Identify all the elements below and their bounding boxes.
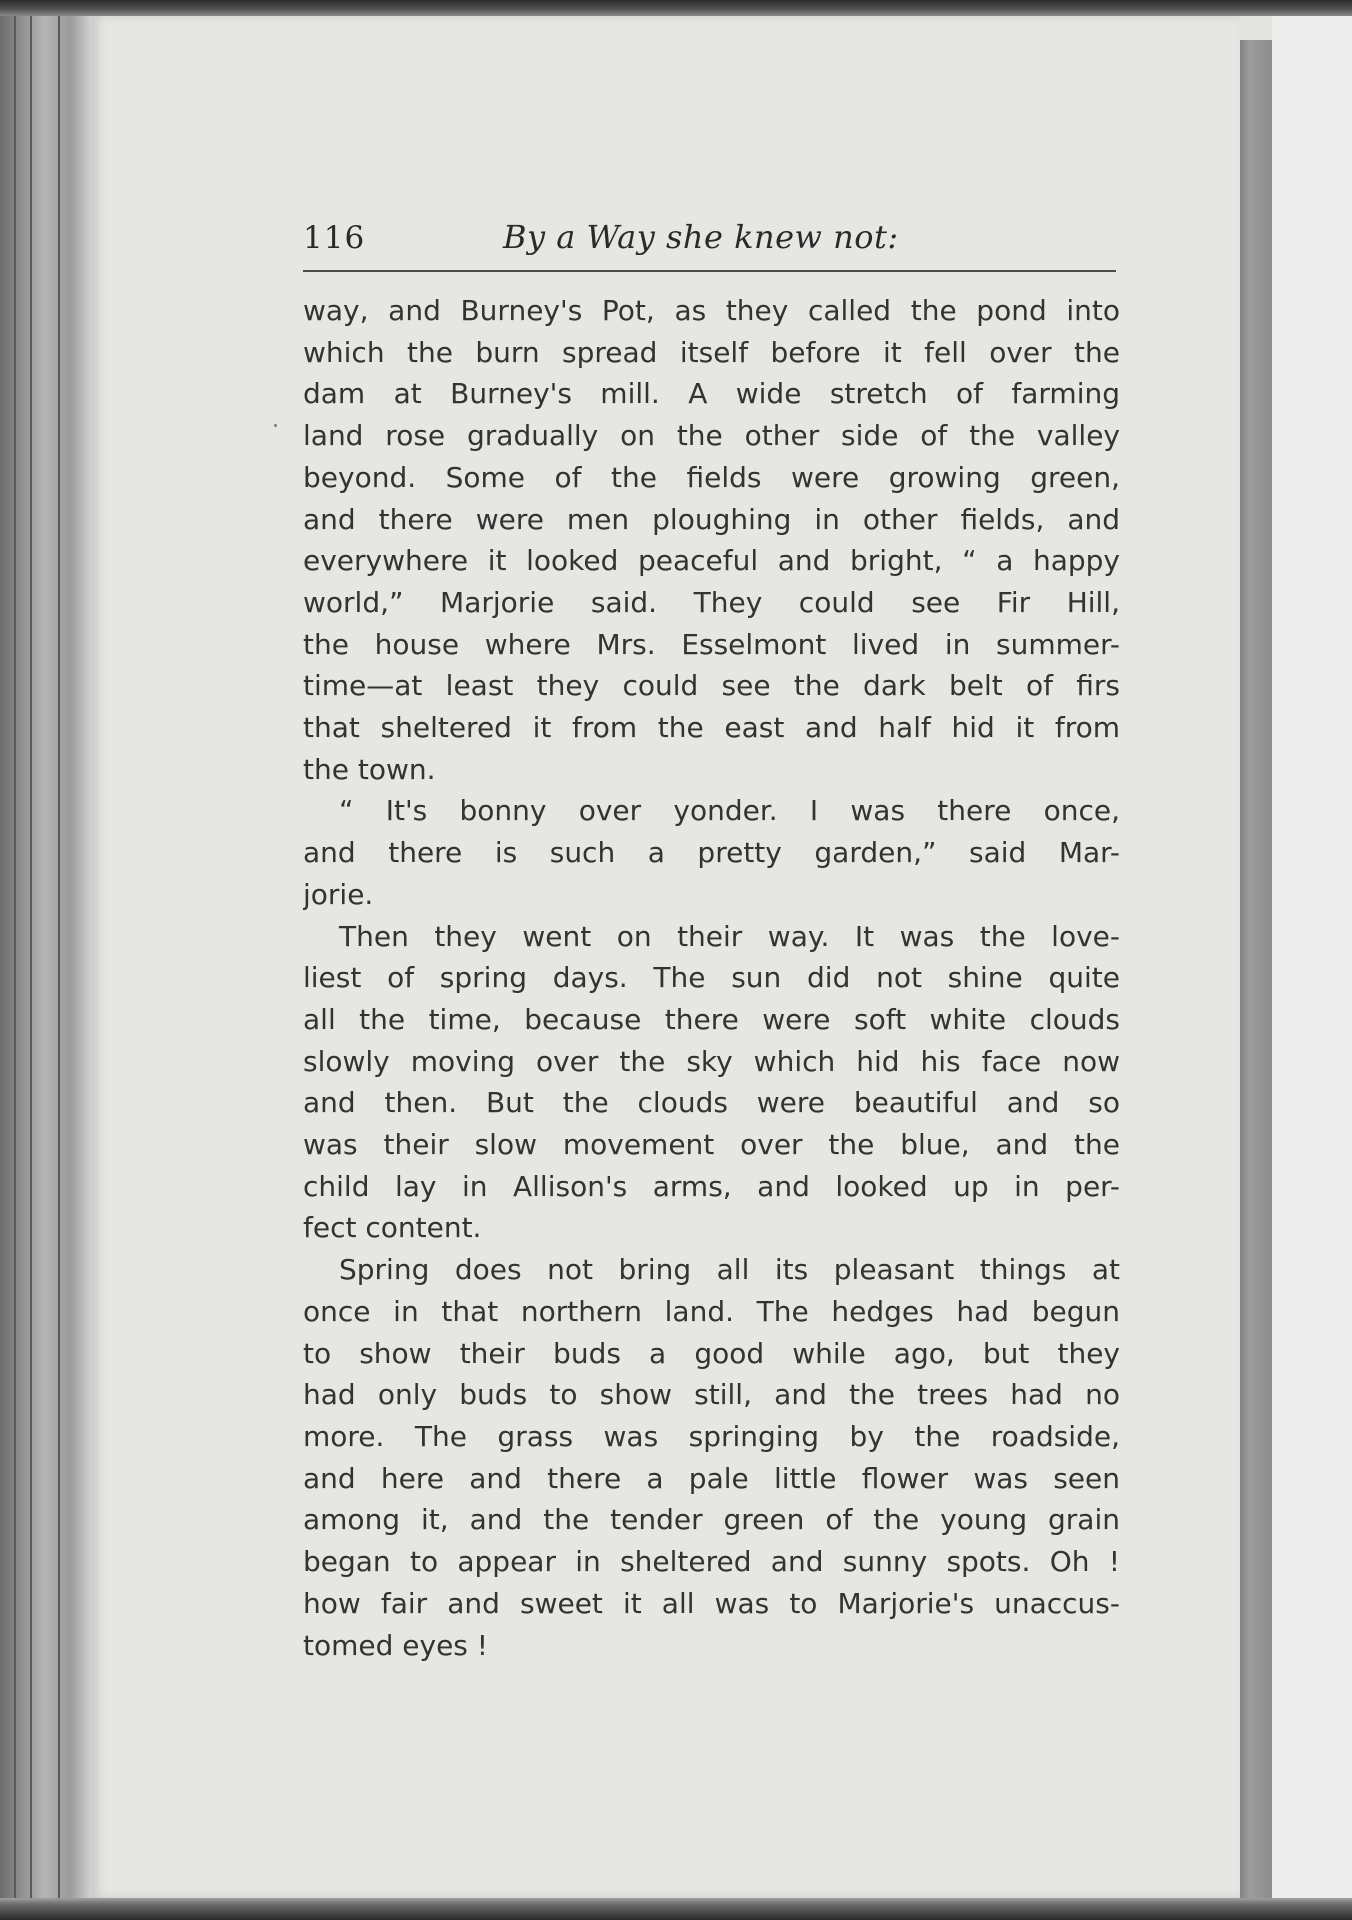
text-line: and here and there a pale little flower was seen bbox=[303, 1461, 1120, 1495]
text-line: and there is such a pretty garden,” said Mar- bbox=[303, 836, 1120, 870]
header-rule bbox=[303, 270, 1116, 272]
text-line: way, and Burney's Pot, as they called the pond into bbox=[303, 294, 1120, 327]
text-line: to show their buds a good while ago, but they bbox=[303, 1336, 1120, 1370]
text-line: Spring does not bring all its pleasant things at bbox=[339, 1253, 1120, 1287]
text-line: all the time, because there were soft white clouds bbox=[303, 1002, 1120, 1036]
text-line: that sheltered it from the east and half hid it from bbox=[303, 711, 1120, 745]
text-line: world,” Marjorie said. They could see Fir Hill, bbox=[303, 585, 1120, 619]
text-line: everywhere it looked peaceful and bright, “ a happy bbox=[303, 544, 1120, 578]
text-line: time—at least they could see the dark belt of firs bbox=[303, 669, 1120, 703]
text-line: more. The grass was springing by the roadside, bbox=[303, 1419, 1120, 1453]
text-line: which the burn spread itself before it fell over the bbox=[303, 335, 1120, 369]
paragraph-3 bbox=[303, 916, 1120, 1250]
binding-line bbox=[14, 0, 16, 1920]
text-line: Then they went on their way. It was the love- bbox=[339, 919, 1120, 953]
paragraph-1 bbox=[303, 290, 1120, 790]
text-line: among it, and the tender green of the young grain bbox=[303, 1503, 1120, 1537]
text-line: and then. But the clouds were beautiful and so bbox=[303, 1086, 1120, 1120]
top-shadow bbox=[0, 0, 1352, 16]
paper-speck bbox=[274, 424, 277, 427]
text-line: the house where Mrs. Esselmont lived in summer- bbox=[303, 627, 1120, 661]
body-text bbox=[303, 290, 1120, 1666]
text-line: had only buds to show still, and the trees had no bbox=[303, 1378, 1120, 1412]
binding-line bbox=[30, 0, 32, 1920]
bottom-shadow bbox=[0, 1898, 1352, 1920]
text-line: the town. bbox=[303, 752, 436, 786]
text-line: land rose gradually on the other side of the valley bbox=[303, 419, 1120, 453]
page-header bbox=[303, 212, 1116, 272]
text-line: dam at Burney's mill. A wide stretch of farming bbox=[303, 377, 1120, 411]
text-line: liest of spring days. The sun did not shine quite bbox=[303, 961, 1120, 995]
text-line: once in that northern land. The hedges had begun bbox=[303, 1294, 1120, 1328]
text-line: jorie. bbox=[303, 877, 374, 911]
right-background bbox=[1272, 0, 1352, 1920]
text-line: child lay in Allison's arms, and looked up in per- bbox=[303, 1169, 1120, 1203]
text-line: how fair and sweet it all was to Marjorie's unaccus- bbox=[303, 1586, 1120, 1620]
page-number: 116 bbox=[303, 220, 366, 256]
running-title: By a Way she knew not: bbox=[503, 218, 899, 256]
binding-line bbox=[58, 0, 60, 1920]
text-line: and there were men ploughing in other fields, and bbox=[303, 502, 1120, 536]
paragraph-2 bbox=[303, 790, 1120, 915]
text-line: was their slow movement over the blue, and the bbox=[303, 1128, 1120, 1162]
text-line: began to appear in sheltered and sunny spots. Oh ! bbox=[303, 1545, 1120, 1579]
text-line: tomed eyes ! bbox=[303, 1628, 489, 1662]
text-line: beyond. Some of the fields were growing green, bbox=[303, 460, 1120, 494]
text-line: “ It's bonny over yonder. I was there once, bbox=[339, 794, 1120, 828]
text-line: slowly moving over the sky which hid his face now bbox=[303, 1044, 1120, 1078]
text-line: fect content. bbox=[303, 1211, 482, 1245]
paragraph-4 bbox=[303, 1249, 1120, 1666]
